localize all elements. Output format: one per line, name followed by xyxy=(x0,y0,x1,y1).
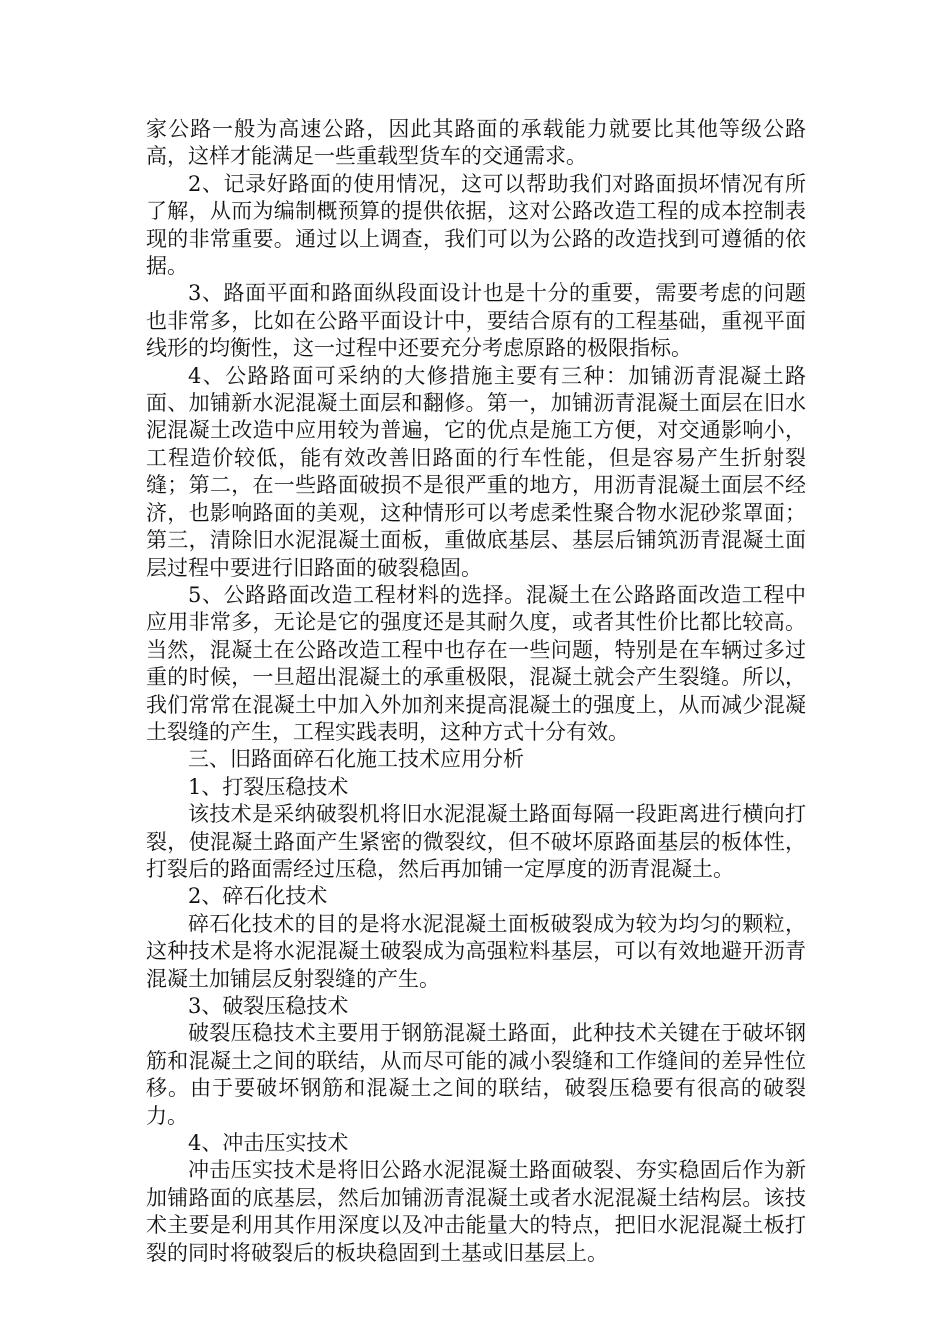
paragraph-technique-4: 冲击压实技术是将旧公路水泥混凝土路面破裂、夯实稳固后作为新加铺路面的底基层，然后加铺沥青混凝土或者水泥混凝土结构层。该技术主要是利用其作用深度以及冲击能量大的特点，把旧水泥混凝土板打裂的同时将破裂后的板块稳固到土基或旧基层上。 xyxy=(146,1158,806,1265)
subheading-1: 1、打裂压稳技术 xyxy=(188,774,349,799)
paragraph-continuation: 家公路一般为高速公路，因此其路面的承载能力就要比其他等级公路高，这样才能满足一些重载型货车的交通需求。 xyxy=(146,117,806,169)
paragraph-item-3: 3、路面平面和路面纵段面设计也是十分的重要，需要考虑的问题也非常多，比如在公路平面设计中，要结合原有的工程基础，重视平面线形的均衡性，这一过程中还要充分考虑原路的极限指标。 xyxy=(146,281,806,361)
subheading-4: 4、冲击压实技术 xyxy=(188,1131,349,1156)
paragraph-technique-1: 该技术是采纳破裂机将旧水泥混凝土路面每隔一段距离进行横向打裂，使混凝土路面产生紧密的微裂纹，但不破坏原路面基层的板体性，打裂后的路面需经过压稳，然后再加铺一定厚度的沥青混凝土。 xyxy=(146,802,806,881)
subheading-2: 2、碎石化技术 xyxy=(188,884,328,909)
subheading-3: 3、破裂压稳技术 xyxy=(188,994,349,1018)
paragraph-item-2: 2、记录好路面的使用情况，这可以帮助我们对路面损坏情况有所了解，从而为编制概预算的提供依据，这对公路改造工程的成本控制表现的非常重要。通过以上调查，我们可以为公路的改造找到可遵循的依据。 xyxy=(146,171,806,279)
paragraph-item-4: 4、公路路面可采纳的大修措施主要有三种：加铺沥青混凝土路面、加铺新水泥混凝土面层和翻修。第一，加铺沥青混凝土面层在旧水泥混凝土改造中应用较为普遍，它的优点是施工方便，对交通影响小，工程造价较低，能有效改善旧路面的行车性能，但是容易产生折射裂缝；第二，在一些路面破损不是很严重的地方，用沥青混凝土面层不经济，也影响路面的美观，这种情形可以考虑柔性聚合物水泥砂浆罩面；第三，清除旧水泥混凝土面板，重做底基层、基层后铺筑沥青混凝土面层过程中要进行旧路面的破裂稳固。 xyxy=(146,363,806,580)
document-page xyxy=(146,116,806,1267)
paragraph-technique-2: 碎石化技术的目的是将水泥混凝土面板破裂成为较为均匀的颗粒，这种技术是将水泥混凝土破裂成为高强粒料基层，可以有效地避开沥青混凝土加铺层反射裂缝的产生。 xyxy=(146,911,806,991)
paragraph-item-5: 5、公路路面改造工程材料的选择。混凝土在公路路面改造工程中应用非常多，无论是它的强度还是其耐久度，或者其性价比都比较高。当然，混凝土在公路改造工程中也存在一些问题，特别是在车辆过多过重的时候，一旦超出混凝土的承重极限，混凝土就会产生裂缝。所以，我们常常在混凝土中加入外加剂来提高混凝土的强度上，从而减少混凝土裂缝的产生，工程实践表明，这种方式十分有效。 xyxy=(146,582,806,744)
paragraph-technique-3: 破裂压稳技术主要用于钢筋混凝土路面，此种技术关键在于破坏钢筋和混凝土之间的联结，从而尽可能的减小裂缝和工作缝间的差异性位移。由于要破坏钢筋和混凝土之间的联结，破裂压稳要有很高的破裂力。 xyxy=(146,1021,806,1128)
section-heading-3: 三、旧路面碎石化施工技术应用分析 xyxy=(188,747,524,772)
